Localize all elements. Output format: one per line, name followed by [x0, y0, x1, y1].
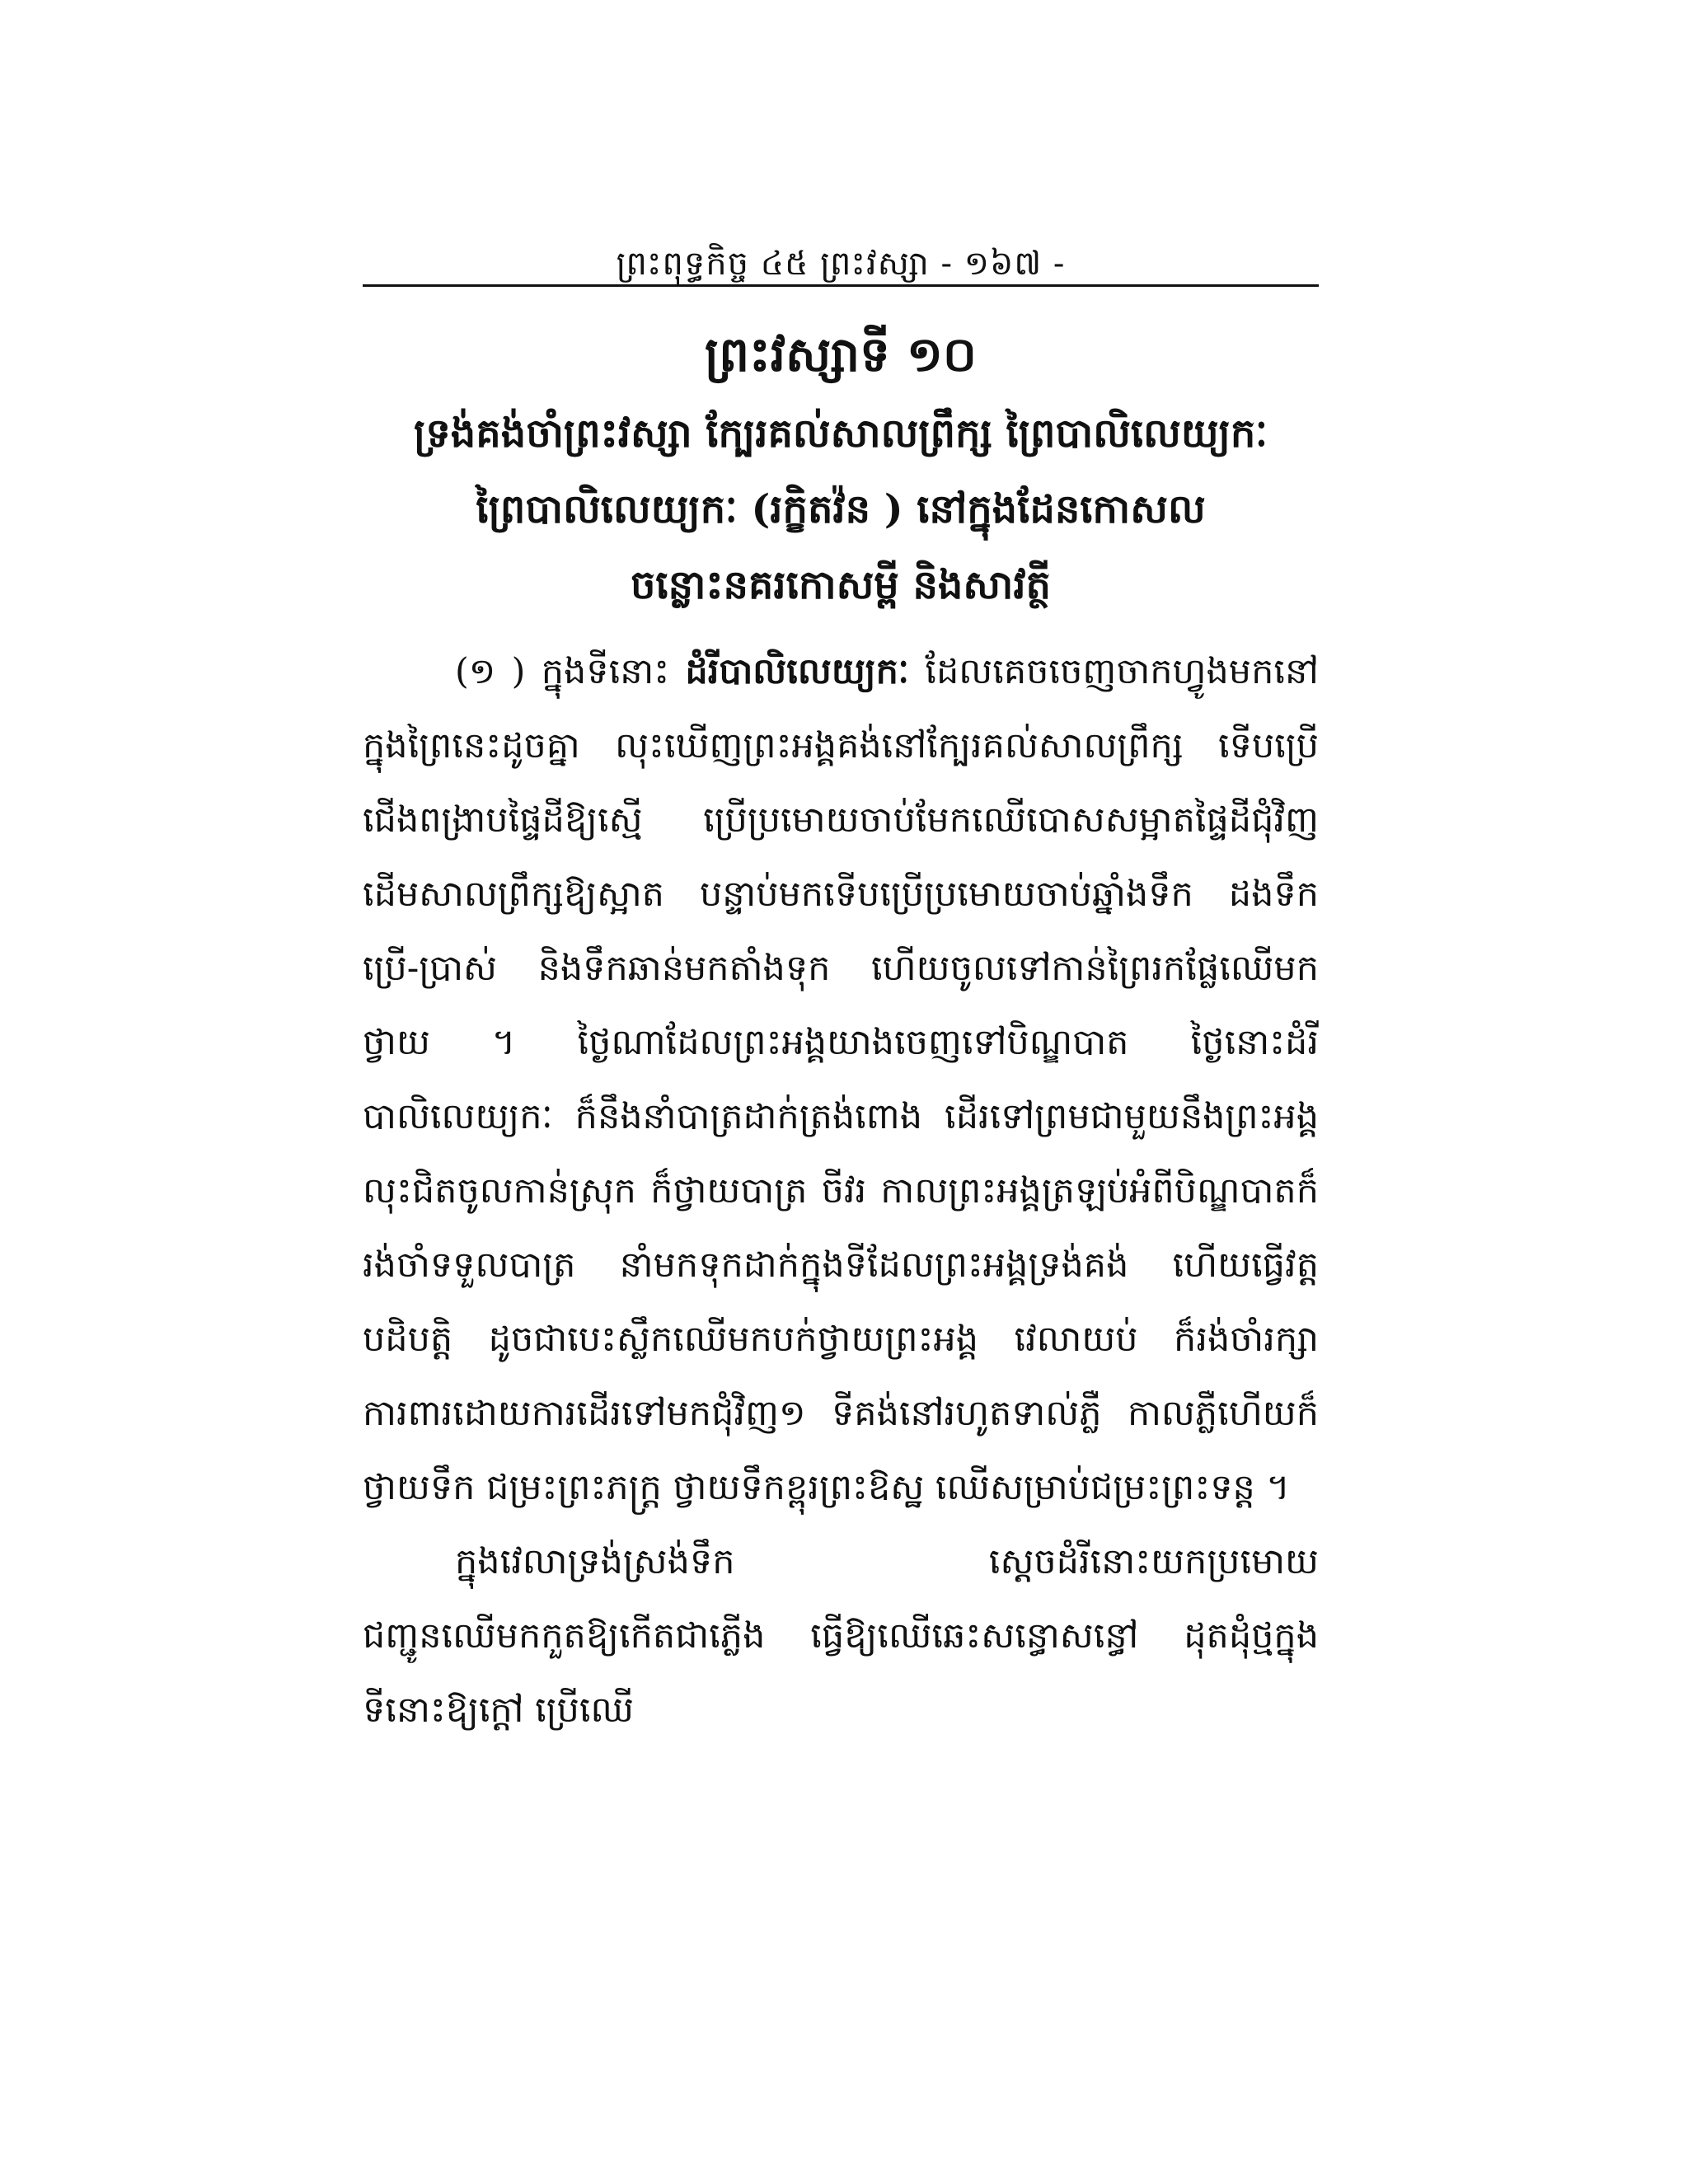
- subtitle-line-3: ចន្លោះនគរកោសម្ពី និងសាវត្ថី: [630, 562, 1052, 608]
- paragraph-1-text: ដែលគេចចេញចាកហ្វូងមកនៅក្នុងព្រៃនេះដូចគ្នា លុះឃើញព្រះអង្គគង់នៅក្បែរគល់សាលព្រឹក្ស ទើបប្រើជើងពង្រាបផ្ទៃដីឱ្យស្មើ ប្រើប្រមោយចាប់មែកឈើបោសសម្អាតផ្ទៃដីជុំវិញដើមសាលព្រឹក្សឱ្យស្អាត បន្ទាប់មកទើបប្រើប្រមោយចាប់ឆ្នាំងទឹក ដងទឹកប្រើ-ប្រាស់ និងទឹកឆាន់មកតាំងទុក ហើយចូលទៅកាន់ព្រៃរកផ្លែឈើមកថ្វាយ ។ ថ្ងៃណាដែលព្រះអង្គយាងចេញទៅបិណ្ឌបាត ថ្ងៃនោះដំរីបាលិលេយ្យកៈ ក៏នឹងនាំបាត្រដាក់ត្រង់ពោង ដើរទៅព្រមជាមួយនឹងព្រះអង្គ លុះជិតចូលកាន់ស្រុក ក៏ថ្វាយបាត្រ ចីវរ កាលព្រះអង្គត្រឡប់អំពីបិណ្ឌបាតក៏រង់ចាំទទួលបាត្រ នាំមកទុកដាក់ក្នុងទីដែលព្រះអង្គទ្រង់គង់ ហើយធ្វើវត្តបដិបត្តិ ដូចជាបេះស្លឹកឈើមកបក់ថ្វាយព្រះអង្គ វេលាយប់ ក៏រង់ចាំរក្សាការពារដោយការដើរទៅមកជុំវិញ១ ទីគង់នៅរហូតទាល់ភ្លឺ កាលភ្លឺហើយក៏ថ្វាយទឹក ជម្រះព្រះភក្ត្រ ថ្វាយទឹកខ្ពុរព្រះឱស្ឋ ឈើសម្រាប់ជម្រះព្រះទន្ត ។: [363, 651, 1319, 1508]
- subtitle-line-1: ទ្រង់គង់ចាំព្រះវស្សា ក្បែរគល់សាលព្រឹក្ស ព្រៃបាលិលេយ្យកៈ: [414, 410, 1268, 457]
- body-text: [363, 635, 1319, 1747]
- header-rule: [363, 284, 1319, 287]
- chapter-title: ព្រះវស្សាទី ១០: [704, 326, 978, 382]
- body-paragraph-2: ក្នុងវេលាទ្រង់ស្រង់ទឹក ស្តេចដំរីនោះយកប្រមោយជញ្ជូនឈើមកកួតឱ្យកើតជាភ្លើង ធ្វើឱ្យឈើឆេះសន្ធោសន្ធៅ ដុតដុំថ្មក្នុងទីនោះឱ្យក្តៅ ប្រើឈើ: [363, 1541, 1319, 1731]
- body-paragraph-1: [363, 635, 1319, 1525]
- bold-term: ដំរីបាលិលេយ្យកៈ: [685, 651, 909, 692]
- title-block: [363, 313, 1319, 623]
- subtitle-line-2: ព្រៃបាលិលេយ្យកៈ (រក្ខិតវ៉ន ) នៅក្នុងដែនកោសល: [476, 486, 1206, 532]
- running-header: ព្រះពុទ្ធកិច្ច ៤៥ ព្រះវស្សា - ១៦៧ -: [616, 245, 1066, 283]
- paragraph-lead: (១ ) ក្នុងទីនោះ: [455, 651, 686, 692]
